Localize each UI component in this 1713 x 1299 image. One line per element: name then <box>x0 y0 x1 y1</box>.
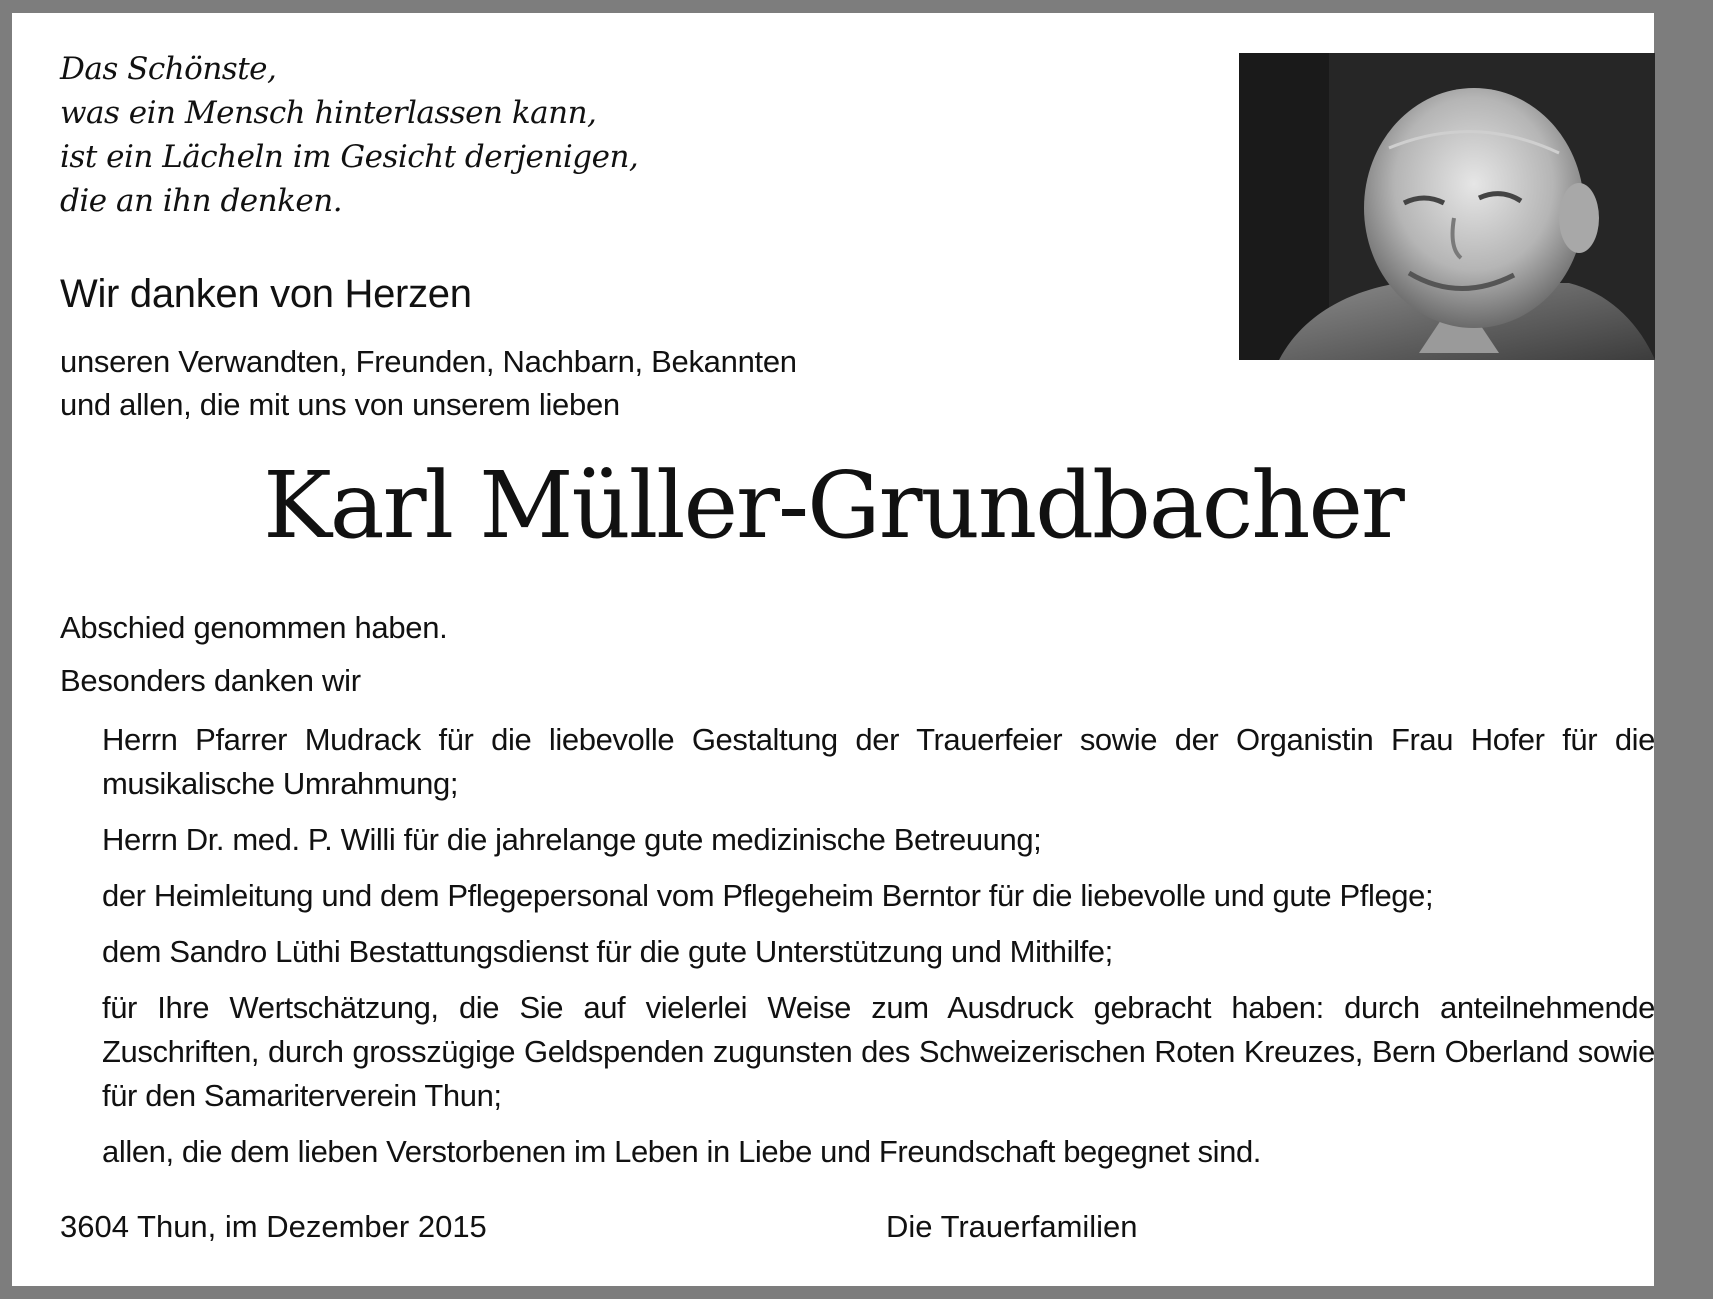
intro-line: und allen, die mit uns von unserem lieben <box>60 387 620 422</box>
poem-line: Das Schönste, <box>60 51 277 87</box>
thanks-item: Herrn Dr. med. P. Willi für die jahrelange gute medizinische Betreuung; <box>102 822 1042 857</box>
intro-text <box>60 340 797 426</box>
thanks-item: allen, die dem lieben Verstorbenen im Leben in Liebe und Freundschaft begegnet sind. <box>102 1134 1262 1169</box>
poem-line: die an ihn denken. <box>60 183 343 219</box>
thanks-item: für Ihre Wertschätzung, die Sie auf vielerlei Weise zum Ausdruck gebracht haben: durch anteilnehmende Zuschriften, durch grosszügige Geldspenden zugunsten des Schweizerischen Roten Kreuzes, Bern Oberland sowie für den Samariterverein Thun; <box>102 990 1655 1113</box>
thanks-item: der Heimleitung und dem Pflegepersonal vom Pflegeheim Berntor für die liebevolle und gute Pflege; <box>102 878 1434 913</box>
thanks-item: Herrn Pfarrer Mudrack für die liebevolle Gestaltung der Trauerfeier sowie der Organistin Frau Hofer für die musikalische Umrahmung; <box>102 722 1655 801</box>
deceased-name: Karl Müller-Grundbacher <box>263 452 1403 559</box>
poem-line: was ein Mensch hinterlassen kann, <box>60 95 597 131</box>
poem <box>60 47 638 223</box>
farewell-text: Abschied genommen haben. <box>60 610 448 645</box>
thanks-item: dem Sandro Lüthi Bestattungsdienst für die gute Unterstützung und Mithilfe; <box>102 934 1113 969</box>
thanks-list <box>102 718 1655 1186</box>
signature: Die Trauerfamilien <box>886 1209 1138 1244</box>
obituary-card <box>12 13 1654 1286</box>
intro-line: unseren Verwandten, Freunden, Nachbarn, Bekannten <box>60 344 797 379</box>
special-thanks-heading: Besonders danken wir <box>60 663 361 698</box>
poem-line: ist ein Lächeln im Gesicht derjenigen, <box>60 139 639 175</box>
place-date: 3604 Thun, im Dezember 2015 <box>60 1209 487 1244</box>
thanks-heading: Wir danken von Herzen <box>60 272 472 316</box>
portrait-photo <box>1239 53 1655 360</box>
